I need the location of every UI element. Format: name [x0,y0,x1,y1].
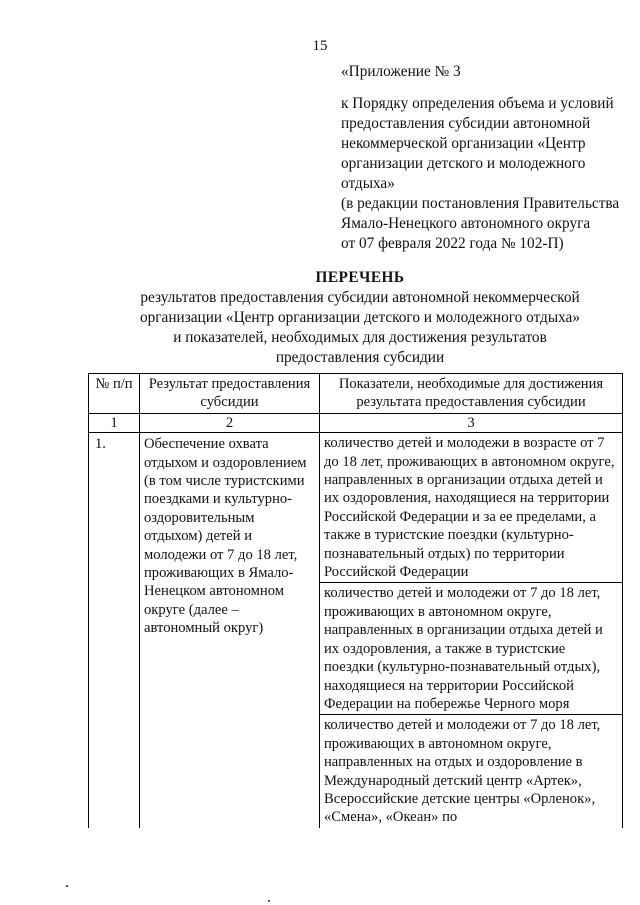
row-indicator: количество детей и молодежи от 7 до 18 лет, проживающих в автономном округе, направленных в организации отдыха детей и их оздоровления, а также в туристские поездки (культурно-познавательный отдых), находящиеся на территории Российской Федерации на побережье Черного моря [320,583,623,715]
column-number: 2 [140,413,320,432]
appendix-line: (в редакции постановления Правительства [341,195,620,212]
list-heading [80,268,640,368]
header-number: № п/п [89,374,140,414]
scan-speck [268,900,270,902]
column-number-row [89,413,623,432]
heading-title: ПЕРЕЧЕНЬ [315,269,405,286]
row-result: Обеспечение охвата отдыхом и оздоровлением (в том числе туристскими поездками и культурно-оздоровительным отдыхом) детей и молодежи от 7 до 18 лет, проживающих в Ямало-Ненецком автономном округе (далее – автономный округ) [140,433,320,828]
appendix-line: Ямало-Ненецкого автономного округа [341,215,591,232]
appendix-title: «Приложение № 3 [341,63,461,80]
results-table [88,373,623,828]
heading-line: и показателей, необходимых для достижения результатов [173,329,547,346]
appendix-line: отдыха» [341,175,395,192]
row-indicator: количество детей и молодежи в возрасте от 7 до 18 лет, проживающих в автономном округе, направленных в организации отдыха детей и их оздоровления, находящиеся на территории Российской Федерации и за ее пределами, а также в туристские поездки (культурно-познавательный отдых) по территории Российской Федерации [320,433,623,583]
header-result: Результат предоставления субсидии [140,374,320,414]
appendix-line: организации детского и молодежного [341,155,586,172]
heading-line: результатов предоставления субсидии автономной некоммерческой [140,289,580,306]
appendix-line: некоммерческой организации «Центр [341,135,586,152]
header-indicators: Показатели, необходимые для достижения результата предоставления субсидии [320,374,623,414]
heading-line: организации «Центр организации детского и молодежного отдыха» [139,309,580,326]
appendix-block [341,62,626,254]
appendix-line: предоставления субсидии автономной [341,115,591,132]
row-indicator: количество детей и молодежи от 7 до 18 лет, проживающих в автономном округе, направленных на отдых и оздоровление в Международный детский центр «Артек», Всероссийские детские центры «Орленок», «Смена», «Океан» по [320,715,623,828]
table-row [89,433,623,583]
column-number: 3 [320,413,623,432]
appendix-line: от 07 февраля 2022 года № 102-П) [341,235,564,252]
page-number: 15 [312,38,328,54]
table-header-row [89,374,623,414]
column-number: 1 [89,413,140,432]
scan-speck [66,885,68,887]
heading-line: предоставления субсидии [275,349,445,366]
row-number: 1. [89,433,140,828]
appendix-line: к Порядку определения объема и условий [341,95,614,112]
